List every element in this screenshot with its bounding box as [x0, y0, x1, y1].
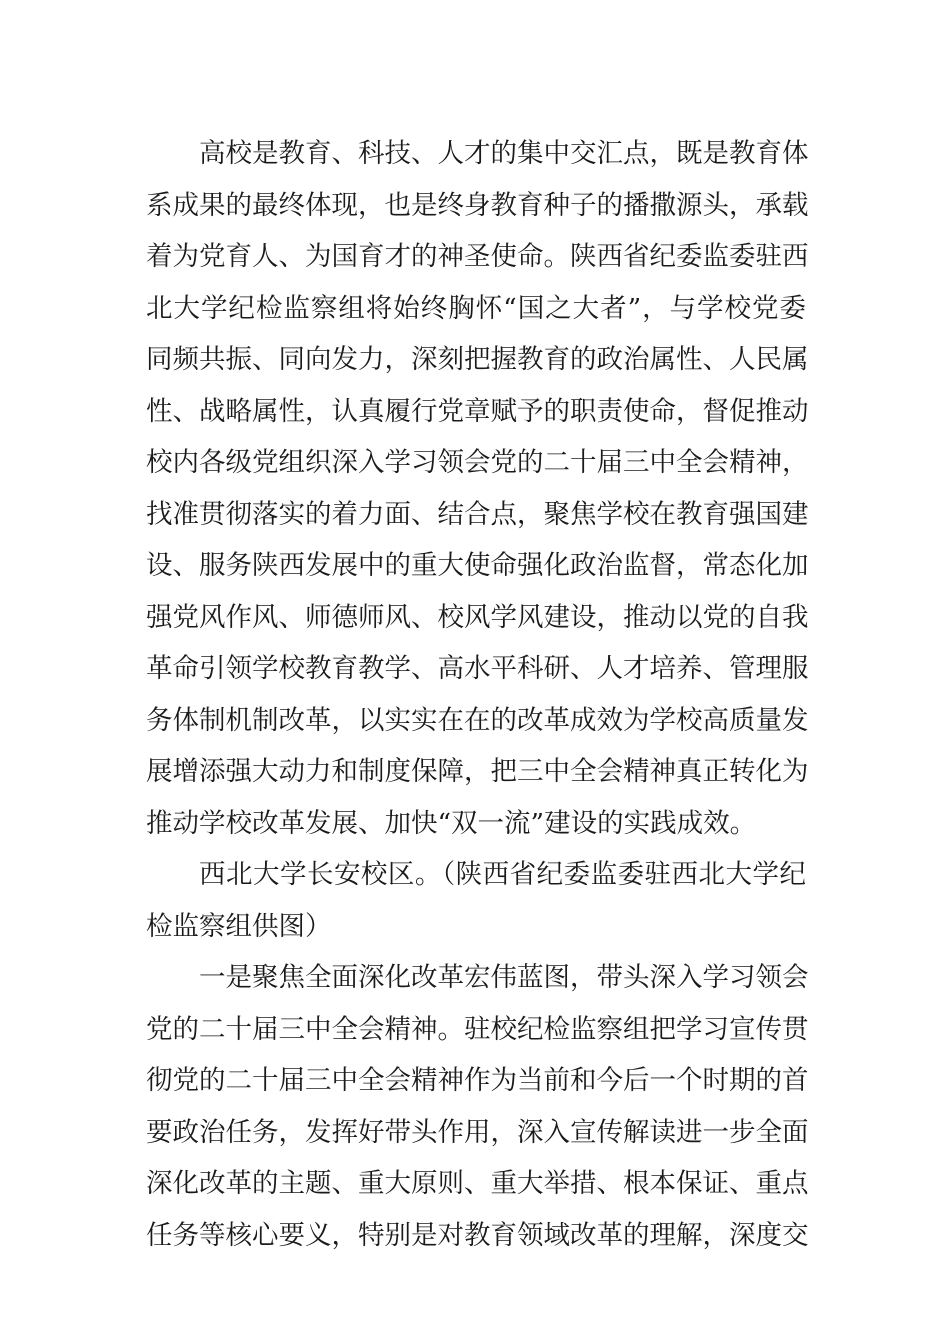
text-line: 着为党育人、为国育才的神圣使命。陕西省纪委监委驻西 — [146, 241, 809, 272]
text-line: 务体制机制改革，以实实在在的改革成效为学校高质量发 — [146, 704, 809, 736]
text-line: 同频共振、同向发力，深刻把握教育的政治属性、人民属 — [146, 344, 809, 375]
paragraph-photo-caption — [146, 849, 806, 952]
text-line: 北大学纪检监察组将始终胸怀“国之大者”，与学校党委 — [146, 292, 806, 324]
text-line: 深化改革的主题、重大原则、重大举措、根本保证、重点 — [146, 1168, 809, 1199]
text-line: 革命引领学校教育教学、高水平科研、人才培养、管理服 — [146, 653, 809, 684]
text-line: 西北大学长安校区。（陕西省纪委监委驻西北大学纪 — [199, 859, 806, 890]
document-body — [146, 128, 809, 1261]
text-line: 彻党的二十届三中全会精神作为当前和今后一个时期的首 — [146, 1065, 809, 1096]
paragraph-point-one — [146, 952, 809, 1261]
text-line: 校内各级党组织深入学习领会党的二十届三中全会精神， — [146, 447, 809, 478]
text-line: 设、服务陕西发展中的重大使命强化政治监督，常态化加 — [146, 550, 809, 581]
text-line: 强党风作风、师德师风、校风学风建设，推动以党的自我 — [146, 601, 809, 633]
text-line: 高校是教育、科技、人才的集中交汇点，既是教育体 — [199, 138, 809, 169]
text-line: 性、战略属性，认真履行党章赋予的职责使命，督促推动 — [146, 395, 809, 427]
text-line: 任务等核心要义，特别是对教育领域改革的理解，深度交 — [146, 1219, 809, 1251]
text-line: 找准贯彻落实的着力面、结合点，聚焦学校在教育强国建 — [146, 498, 809, 530]
text-line: 推动学校改革发展、加快“双一流”建设的实践成效。 — [146, 807, 757, 839]
text-line: 要政治任务，发挥好带头作用，深入宣传解读进一步全面 — [146, 1116, 809, 1148]
text-line: 一是聚焦全面深化改革宏伟蓝图，带头深入学习领会 — [199, 962, 809, 993]
text-line: 系成果的最终体现，也是终身教育种子的播撒源头，承载 — [146, 189, 809, 221]
paragraph-intro — [146, 128, 809, 849]
text-line: 检监察组供图） — [146, 910, 332, 942]
text-line: 党的二十届三中全会精神。驻校纪检监察组把学习宣传贯 — [146, 1013, 809, 1045]
text-line: 展增添强大动力和制度保障，把三中全会精神真正转化为 — [146, 756, 809, 787]
